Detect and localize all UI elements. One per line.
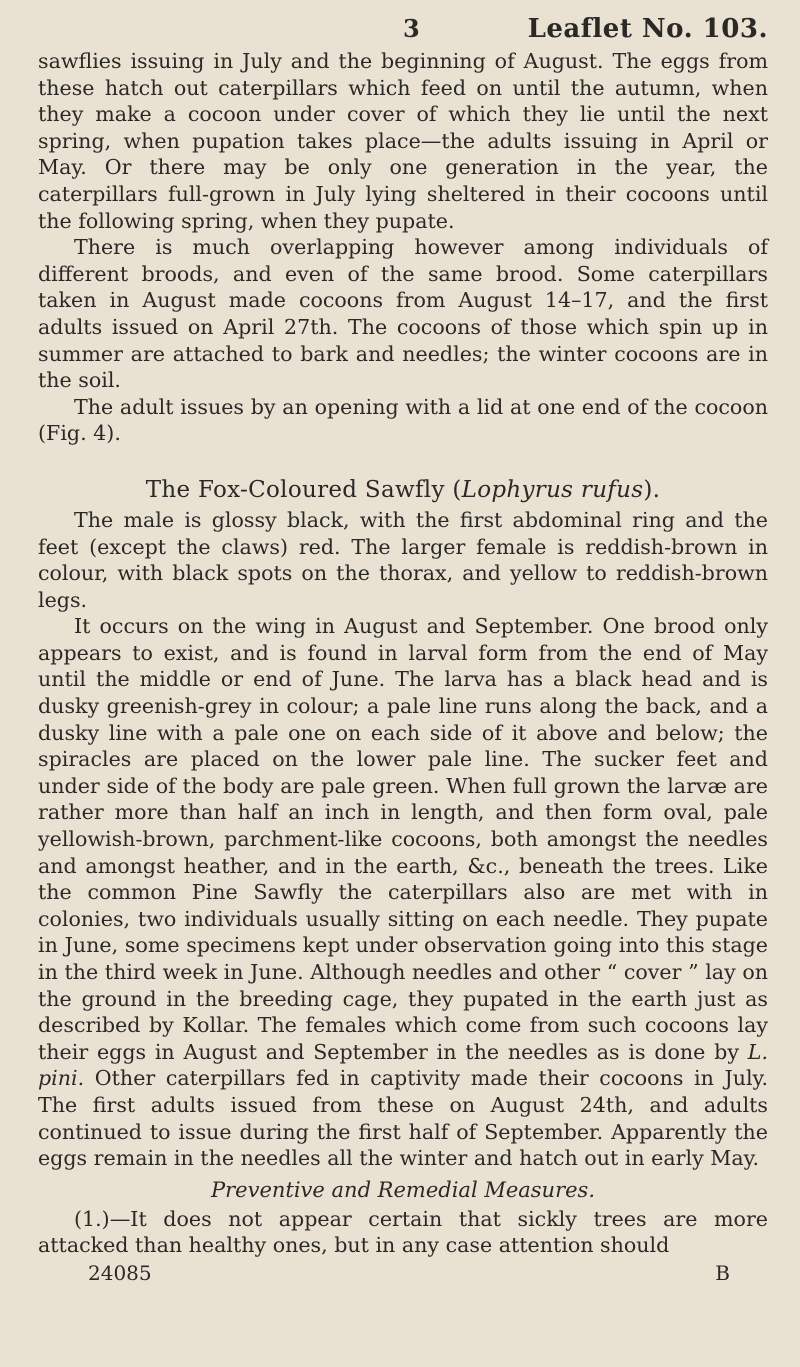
paragraph: There is much overlapping however among individuals of different broods, and even of the same brood. Some caterpillars taken in August made cocoons from August 14–17, and the first adults issued on April 27th. The cocoons of those which spin up in summer are attached to bark and needles; the winter cocoons are in the soil. (38, 235, 768, 393)
body-text (38, 48, 768, 1259)
subheading: Preventive and Remedial Measures. (210, 1177, 596, 1202)
page-number: 3 (403, 14, 420, 43)
page-footer (38, 1261, 768, 1285)
paragraph-text: It occurs on the wing in August and September. One brood only appears to exist, and is found in larval form from the end of May until the middle or end of June. The larva has a black head and is dusky greenish-grey in colour; a pale line runs along the back, and a dusky line with a pale one on each side of it above and below; the spiracles are placed on the lower pale line. The sucker feet and under side of the body are pale green. When full grown the larvæ are rather more than half an inch in length, and then form oval, pale yellowish-brown, parchment-like cocoons, both amongst the needles and amongst heather, and in the earth, &c., beneath the trees. Like the common Pine Sawfly the caterpillars also are met with in colonies, two individuals usually sitting on each needle. They pupate in June, some specimens kept under observation going into this stage in the third week in June. Although needles and other “ cover ” lay on the ground in the breeding cage, they pupated in the earth just as described by Kollar. The females which come from such cocoons lay their eggs in August and September in the needles as is done by (38, 614, 768, 1064)
page-header (38, 8, 768, 48)
footer-signature-letter: B (715, 1260, 730, 1285)
paragraph: The adult issues by an opening with a lid at one end of the cocoon (Fig. 4). (38, 394, 768, 446)
paragraph: sawflies issuing in July and the beginning of August. The eggs from these hatch out caterpillars which feed on until the autumn, when they make a cocoon under cover of which they lie until the next spring, when pupation takes place—the adults issuing in April or May. Or there may be only one generation in the year, the caterpillars full-grown in July lying sheltered in their cocoons until the following spring, when they pupate. (38, 49, 768, 233)
footer-signature-number: 24085 (88, 1260, 152, 1285)
section-title-species: Lophyrus rufus (461, 476, 644, 503)
paragraph: (1.)—It does not appear certain that sickly trees are more attacked than healthy ones, but in any case attention should (38, 1206, 768, 1258)
section-title (38, 477, 768, 503)
paragraph-text: Other caterpillars fed in captivity made their cocoons in July. The first adults issued from these on August 24th, and adults continued to issue during the first half of September. Apparently the eggs remain in the needles all the winter and hatch out in early May. (38, 1066, 768, 1171)
paragraph (38, 613, 768, 1171)
leaflet-number: Leaflet No. 103. (527, 14, 768, 44)
section-title-main: The Fox-Coloured Sawfly ( (145, 476, 462, 503)
paragraph: The male is glossy black, with the first abdominal ring and the feet (except the claws) red. The larger female is reddish-brown in colour, with black spots on the thorax, and yellow to reddish-brown legs. (38, 507, 768, 612)
species-name: L. pini. (38, 1039, 768, 1091)
section-title-end: ). (643, 476, 661, 503)
